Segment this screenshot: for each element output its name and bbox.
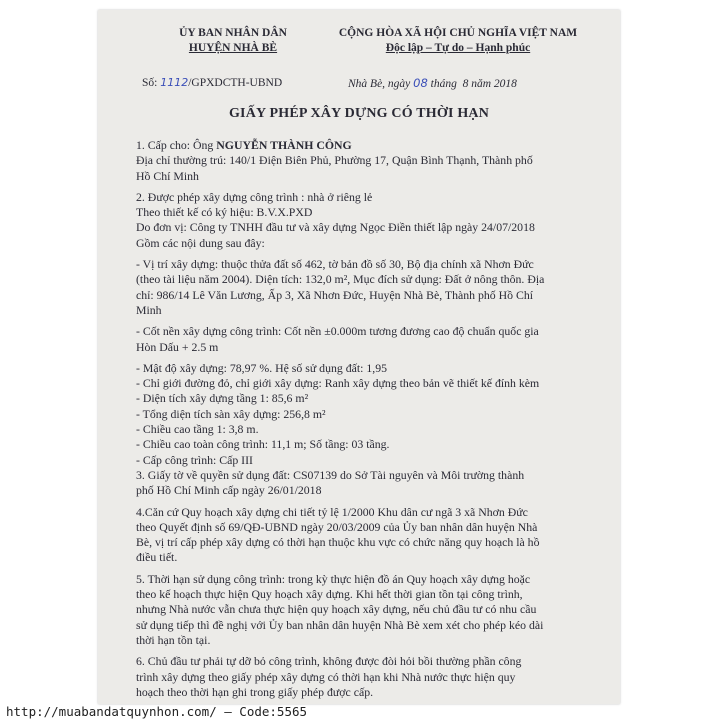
section-1-grantee <box>136 138 614 153</box>
number-prefix: Số: <box>142 77 158 89</box>
section-4-line-2: theo Quyết định số 69/QĐ-UBND ngày 20/03/2009 của Ủy ban nhân dân huyện Nhà <box>136 519 538 534</box>
section-2-line-3: Do đơn vị: Công ty TNHH đầu tư và xây dựng Ngọc Điền thiết lập ngày 24/07/2018 <box>136 220 535 235</box>
location-line-1: - Vị trí xây dựng: thuộc thửa đất số 462, tờ bản đồ số 30, Bộ địa chính xã Nhơn Đức <box>136 257 534 272</box>
grantee-name: NGUYỄN THÀNH CÔNG <box>216 138 352 152</box>
section-4-line-1: 4.Căn cứ Quy hoạch xây dựng chi tiết tỷ lệ 1/2000 Khu dân cư ngã 3 xã Nhơn Đức <box>136 504 528 519</box>
section-3-line-1: 3. Giấy tờ về quyền sử dụng đất: CS07139 do Sở Tài nguyên và Môi trường thành <box>136 467 525 482</box>
section-5-line-5: thời hạn tồn tại. <box>136 632 211 647</box>
building-grade: - Cấp công trình: Cấp III <box>136 452 253 467</box>
total-height: - Chiều cao toàn công trình: 11,1 m; Số tầng: 03 tầng. <box>136 437 390 452</box>
grantee-label: 1. Cấp cho: Ông <box>136 138 214 152</box>
density: - Mật độ xây dựng: 78,97 %. Hệ số sử dụng đất: 1,95 <box>136 360 387 375</box>
location-line-3: chỉ: 986/14 Lê Văn Lương, Ấp 3, Xã Nhơn Đức, Huyện Nhà Bè, Thành phố Hồ Chí <box>136 287 534 302</box>
issuer-line-2: HUYỆN NHÀ BÈ <box>188 42 278 54</box>
floor-1-area: - Diện tích xây dựng tầng 1: 85,6 m² <box>136 391 309 406</box>
source-watermark: http://muabandatquynhon.com/ – Code:5565 <box>6 704 308 719</box>
date-year: năm 2018 <box>471 78 517 90</box>
location-line-4: Minh <box>136 302 162 317</box>
document-number <box>142 76 282 89</box>
date-place: Nhà Bè, ngày <box>348 78 411 90</box>
issue-date <box>348 76 517 90</box>
ground-level-line-1: - Cốt nền xây dựng công trình: Cốt nền ±0.000m tương đương cao độ chuẩn quốc gia <box>136 324 539 339</box>
section-2-line-1: 2. Được phép xây dựng công trình : nhà ở riêng lẻ <box>136 189 373 204</box>
section-5-line-1: 5. Thời hạn sử dụng công trình: trong kỳ thực hiện đồ án Quy hoạch xây dựng hoặc <box>136 571 531 586</box>
national-motto-header <box>303 26 613 56</box>
issuer-header <box>153 26 313 56</box>
section-5-line-2: theo kế hoạch thực hiện Quy hoạch xây dựng. Khi hết thời gian tồn tại công trình, <box>136 587 523 602</box>
document-body <box>136 138 614 700</box>
section-3-line-2: phố Hồ Chí Minh cấp ngày 26/01/2018 <box>136 483 322 498</box>
document-title: GIẤY PHÉP XÂY DỰNG CÓ THỜI HẠN <box>228 106 490 121</box>
section-2-line-2: Theo thiết kế có ký hiệu: B.V.X.PXD <box>136 205 313 220</box>
number-handwritten: 1112 <box>160 76 189 89</box>
section-1-address-2: Hồ Chí Minh <box>136 168 199 183</box>
section-6-line-1: 6. Chủ đầu tư phải tự dỡ bỏ công trình, không được đòi hỏi bồi thường phần công <box>136 654 522 669</box>
date-month-label: tháng <box>430 78 457 90</box>
section-5-line-4: sử dụng tiếp thì đề nghị với Ủy ban nhân dân huyện Nhà Bè xem xét cho phép kéo dài <box>136 617 544 632</box>
motto: Độc lập – Tự do – Hạnh phúc <box>385 42 531 54</box>
date-month: 8 <box>462 78 469 90</box>
floor-1-height: - Chiều cao tầng 1: 3,8 m. <box>136 422 259 437</box>
number-suffix: /GPXDCTH-UBND <box>188 77 283 89</box>
date-day: 08 <box>413 76 428 90</box>
section-4-line-3: Bè, vị trí cấp phép xây dựng có thời hạn thuộc khu vực có chức năng quy hoạch là hồ <box>136 535 540 550</box>
section-1-address-1: Địa chỉ thường trú: 140/1 Điện Biên Phủ, Phường 17, Quận Bình Thạnh, Thành phố <box>136 153 533 168</box>
issuer-line-1: ỦY BAN NHÂN DÂN <box>179 27 287 39</box>
section-4-line-4: điều tiết. <box>136 550 178 565</box>
location-line-2: (theo tài liệu năm 2004). Diện tích: 132,0 m², Mục đích sử dụng: Đất ở nông thôn. Địa <box>136 272 545 287</box>
ground-level-line-2: Hòn Dấu + 2.5 m <box>136 339 219 354</box>
total-floor-area: - Tổng diện tích sàn xây dựng: 256,8 m² <box>136 406 326 421</box>
section-6-line-3: hoạch theo thời hạn ghi trong giấy phép được cấp. <box>136 684 374 699</box>
section-6-line-2: trình xây dựng theo giấy phép xây dựng có thời hạn khi Nhà nước thực hiện quy <box>136 669 516 684</box>
boundary: - Chỉ giới đường đỏ, chỉ giới xây dựng: Ranh xây dựng theo bản vẽ thiết kế đính kèm <box>136 376 540 391</box>
section-2-line-4: Gồm các nội dung sau đây: <box>136 235 265 250</box>
section-5-line-3: nhưng Nhà nước vẫn chưa thực hiện quy hoạch xây dựng, nếu chủ đầu tư có nhu cầu <box>136 602 537 617</box>
permit-document <box>98 10 620 704</box>
country-name: CỘNG HÒA XÃ HỘI CHỦ NGHĨA VIỆT NAM <box>338 27 578 39</box>
